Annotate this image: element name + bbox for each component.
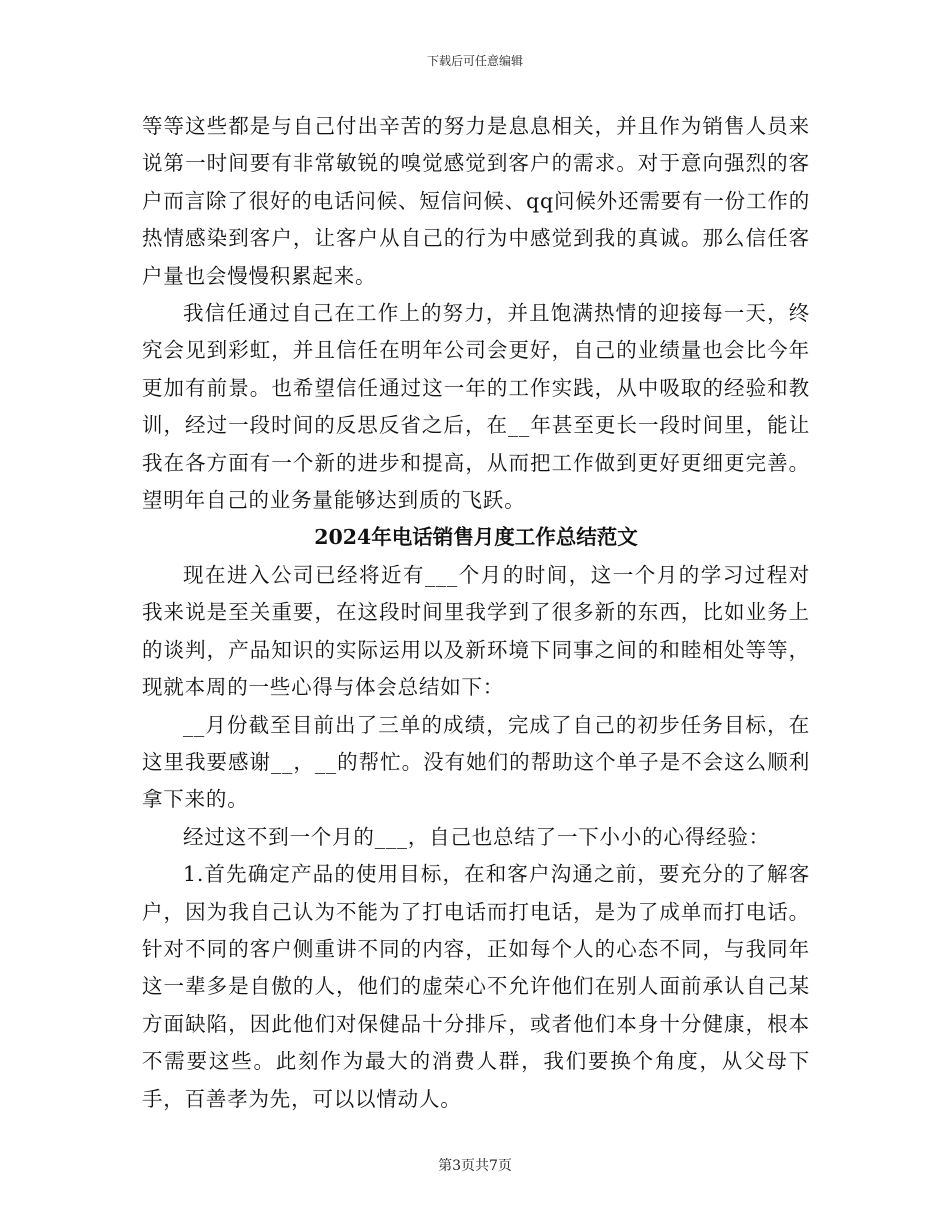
paragraph-6: 1.首先确定产品的使用目标，在和客户沟通之前，要充分的了解客户，因为我自己认为不能为了打电话而打电话，是为了成单而打电话。针对不同的客户侧重讲不同的内容，正如每个人的心态不同，与我同年这一辈多是自傲的人，他们的虚荣心不允许他们在别人面前承认自己某方面缺陷，因此他们对保健品十分排斥，或者他们本身十分健康，根本不需要这些。此刻作为最大的消费人群，我们要换个角度，从父母下手，百善孝为先，可以以情动人。: [142, 862, 810, 1111]
paragraph-2: 我信任通过自己在工作上的努力，并且饱满热情的迎接每一天，终究会见到彩虹，并且信任在明年公司会更好，自己的业绩量也会比今年更加有前景。也希望信任通过这一年的工作实践，从中吸取的经验和教训，经过一段时间的反思反省之后，在__年甚至更长一段时间里，能让我在各方面有一个新的进步和提高，从而把工作做到更好更细更完善。望明年自己的业务量能够达到质的飞跃。: [142, 301, 810, 513]
page-header: 下载后可任意编辑: [426, 54, 523, 68]
paragraph-3: 现在进入公司已经将近有___个月的时间，这一个月的学习过程对我来说是至关重要，在这段时间里我学到了很多新的东西，比如业务上的谈判，产品知识的实际运用以及新环境下同事之间的和睦相处等等，现就本周的一些心得与体会总结如下：: [142, 562, 810, 700]
paragraph-1: 等等这些都是与自己付出辛苦的努力是息息相关，并且作为销售人员来说第一时间要有非常敏锐的嗅觉感觉到客户的需求。对于意向强烈的客户而言除了很好的电话问候、短信问候、qq问候外还需要有一份工作的热情感染到客户，让客户从自己的行为中感觉到我的真诚。那么信任客户量也会慢慢积累起来。: [142, 114, 810, 288]
document-body: [142, 108, 810, 1118]
page-footer: 第3页共7页: [438, 1158, 512, 1174]
section-title: 2024年电话销售月度工作总结范文: [314, 525, 638, 550]
paragraph-5: 经过这不到一个月的___，自己也总结了一下小小的心得经验：: [183, 824, 770, 849]
paragraph-4: __月份截至目前出了三单的成绩，完成了自己的初步任务目标，在这里我要感谢__，__的帮忙。没有她们的帮助这个单子是不会这么顺利拿下来的。: [142, 712, 810, 812]
